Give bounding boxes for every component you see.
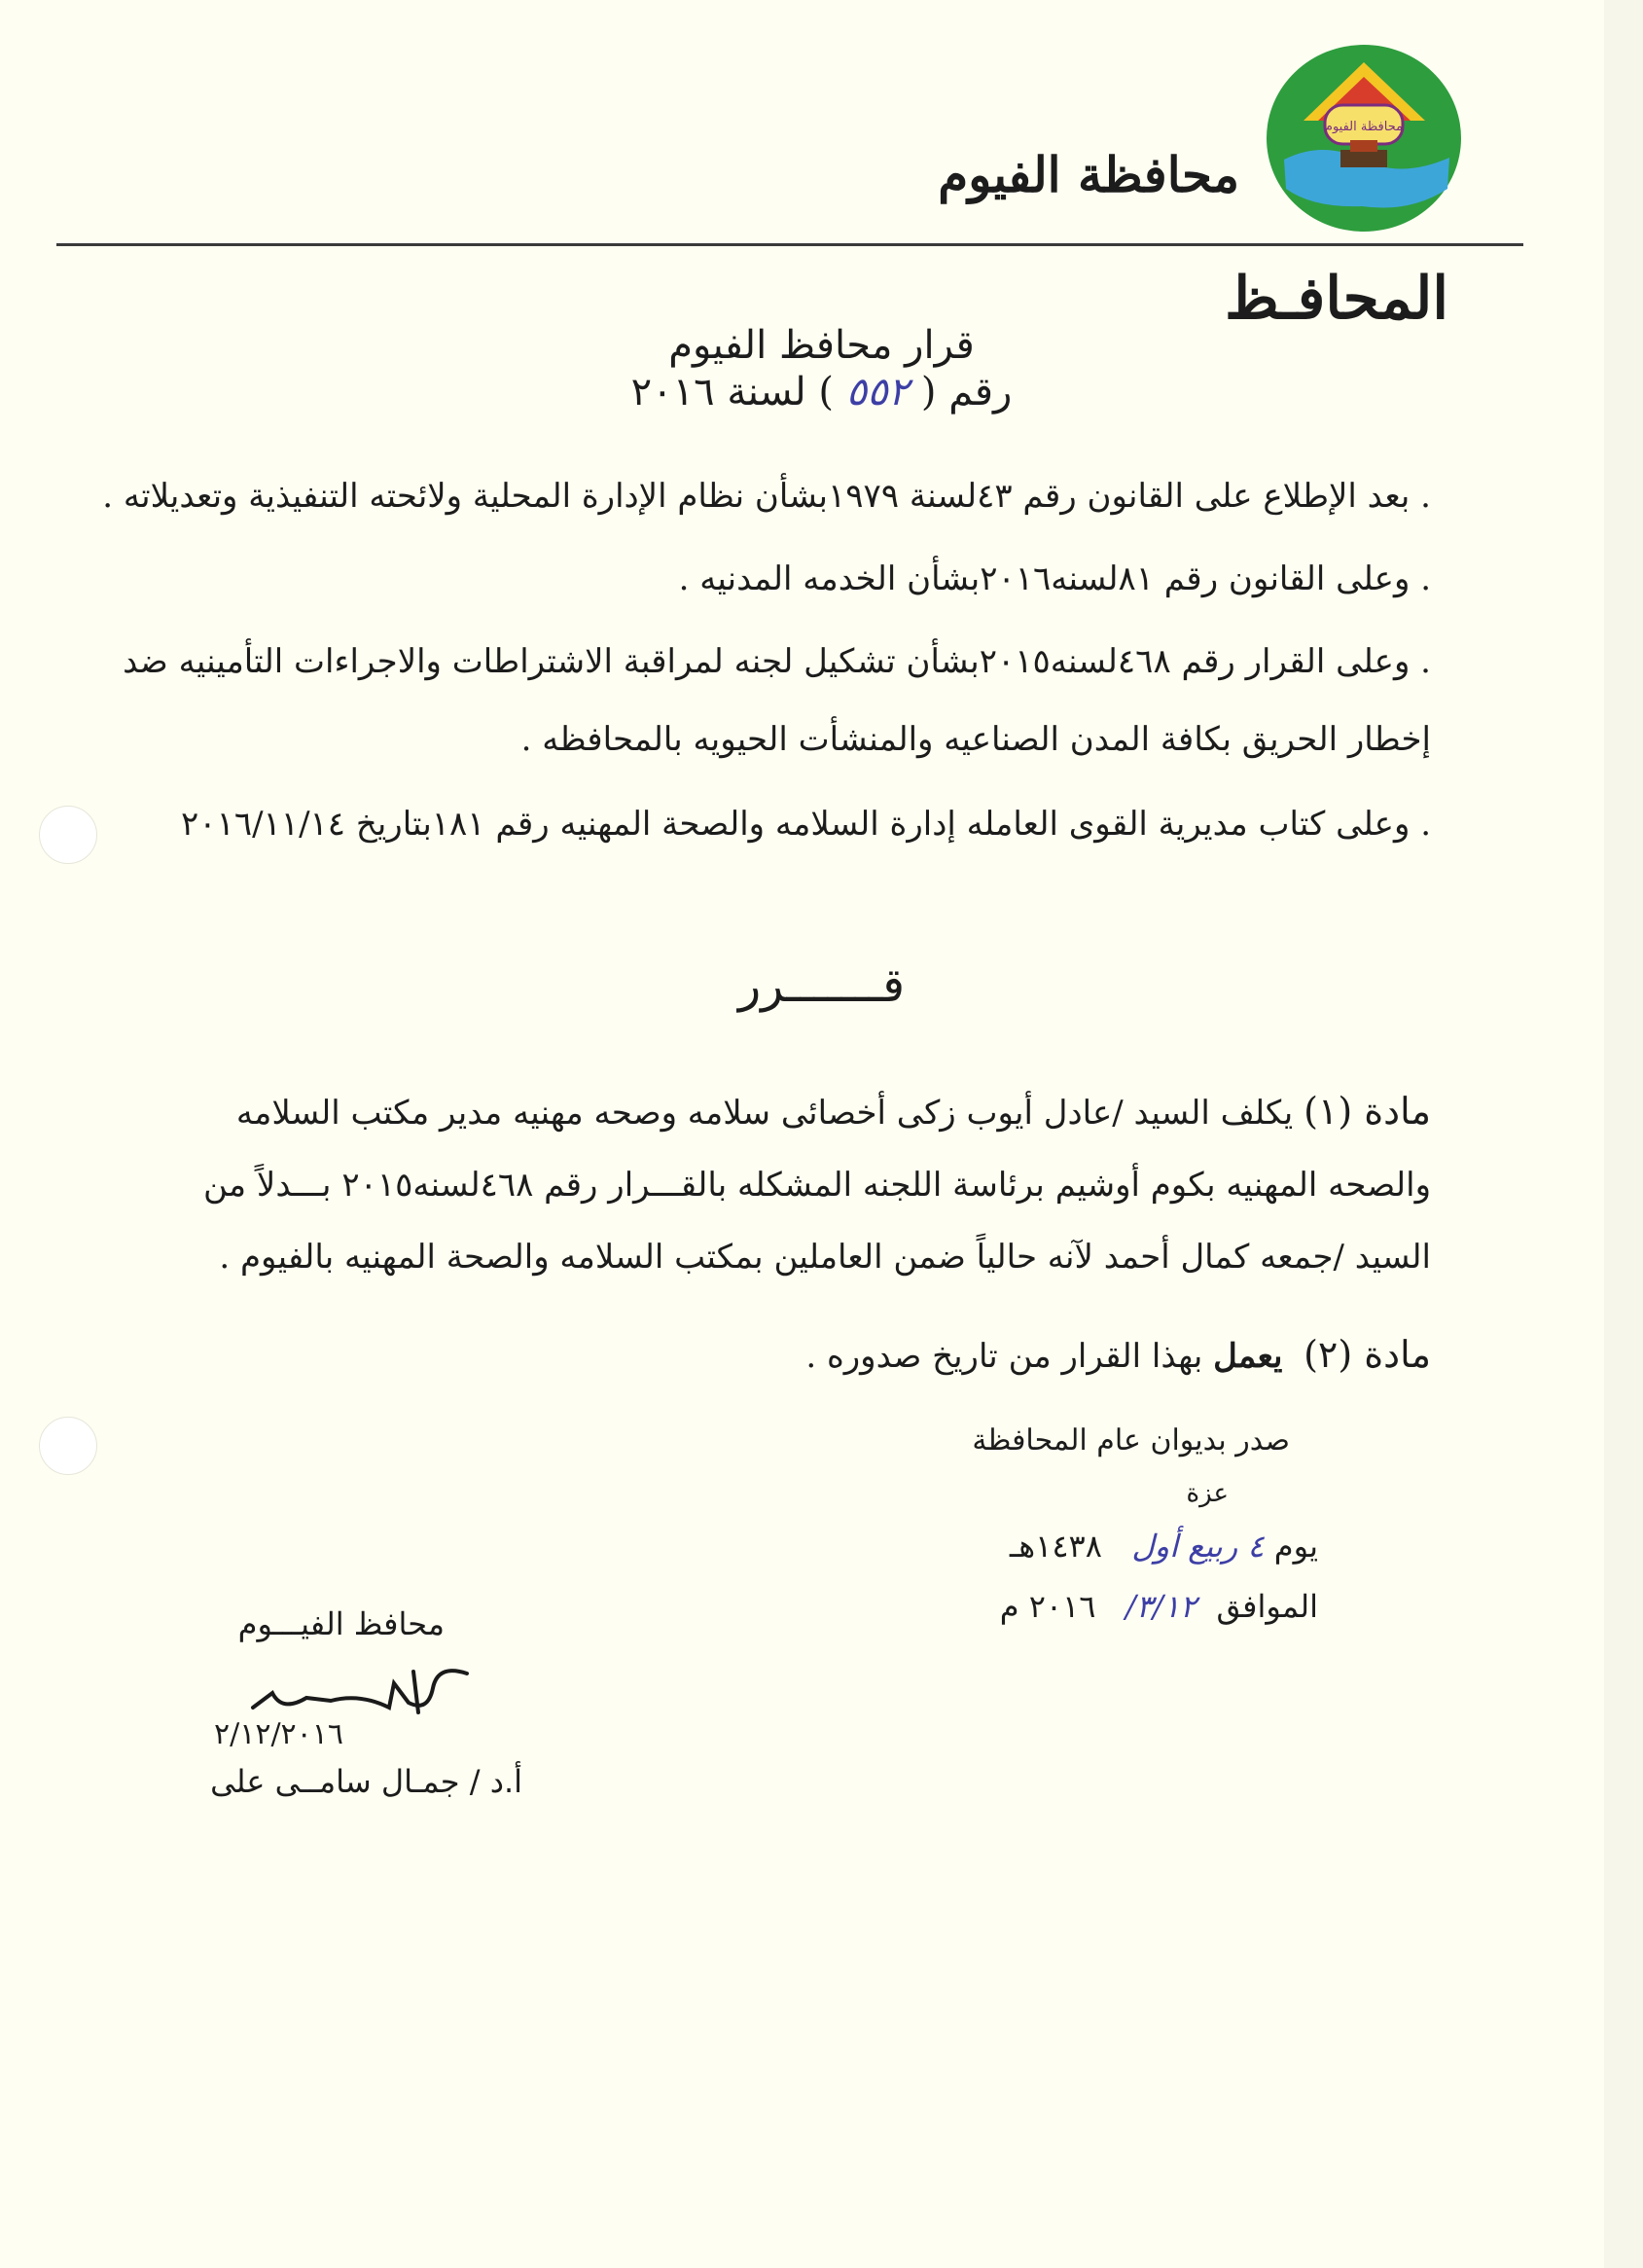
governorate-name: محافظة الفيوم [938,146,1239,203]
issued-at: صدر بديوان عام المحافظة [972,1423,1290,1458]
article-1-label: مادة (١) [1304,1090,1431,1133]
decree-year: ) لسنة ٢٠١٦ [630,370,835,414]
recital-4: . وعلى كتاب مديرية القوى العامله إدارة السلامه والصحة المهنيه رقم ١٨١بتاريخ ٢٠١٦/١١/١٤ [181,805,1431,844]
gregorian-date [1000,1588,1318,1625]
gregorian-label: الموافق [1216,1588,1318,1625]
recital-2: . وعلى القانون رقم ٨١لسنه٢٠١٦بشأن الخدمه المدنيه . [678,559,1431,598]
punch-hole-upper [39,806,97,864]
signatory-name: أ.د / جمـال سامــى على [210,1763,522,1800]
issued-place: عزة [1186,1479,1229,1508]
article-1 [166,1075,1431,1293]
logo-text: محافظة الفيوم [1324,120,1404,134]
office-title: المحافـظ [1225,265,1448,333]
gregorian-date-handwritten: ٣/١٢/ [1125,1588,1197,1625]
recital-1: . بعد الإطلاع على القانون رقم ٤٣لسنة ١٩٧٩بشأن نظام الإدارة المحلية ولائحته التنفيذية وتعديلاته . [102,477,1431,516]
article-2-verb: يعمل [1213,1337,1283,1376]
signatory-title: محافظ الفيـــوم [237,1605,445,1642]
article-2-text: بهذا القرار من تاريخ صدوره . [805,1337,1203,1376]
punch-hole-lower [39,1417,97,1475]
recital-3-continued: إخطار الحريق بكافة المدن الصناعيه والمنشأت الحيويه بالمحافظه . [520,720,1431,759]
recital-3: . وعلى القرار رقم ٤٦٨لسنه٢٠١٥بشأن تشكيل لجنه لمراقبة الاشتراطات والاجراءات التأمينيه ضد [123,642,1431,681]
governorate-logo-emblem [1265,43,1463,234]
hijri-date [1010,1528,1318,1565]
signature-date: ٢/١٢/٢٠١٦ [214,1717,344,1751]
decree-number-handwritten: ٥٥٢ [845,370,910,414]
article-1-text: يكلف السيد /عادل أيوب زكى أخصائى سلامه وصحه مهنيه مدير مكتب السلامه والصحه المهنيه بكوم أوشيم برئاسة اللجنه المشكله بالقـــرار رقم ٤٦٨لسنه٢٠١٥ بـــدلاً من السيد /جمعه كمال أحمد لآنه حالياً ضمن العاملين بمكتب السلامه والصحة المهنيه بالفيوم . [203,1094,1431,1277]
decree-number-line [0,370,1643,414]
header-divider [56,243,1523,246]
article-2 [805,1333,1431,1376]
gregorian-year: ٢٠١٦ م [999,1588,1096,1625]
hijri-date-handwritten: ٤ ربيع أول [1131,1528,1265,1565]
hijri-day-label: يوم [1273,1528,1318,1565]
decree-title: قرار محافظ الفيوم [668,323,975,368]
decree-number-prefix: رقم ( [920,370,1013,414]
decided-heading: قـــــــرر [737,958,906,1013]
article-2-label: مادة (٢) [1304,1333,1431,1376]
hijri-year: ١٤٣٨هـ [1009,1528,1102,1565]
